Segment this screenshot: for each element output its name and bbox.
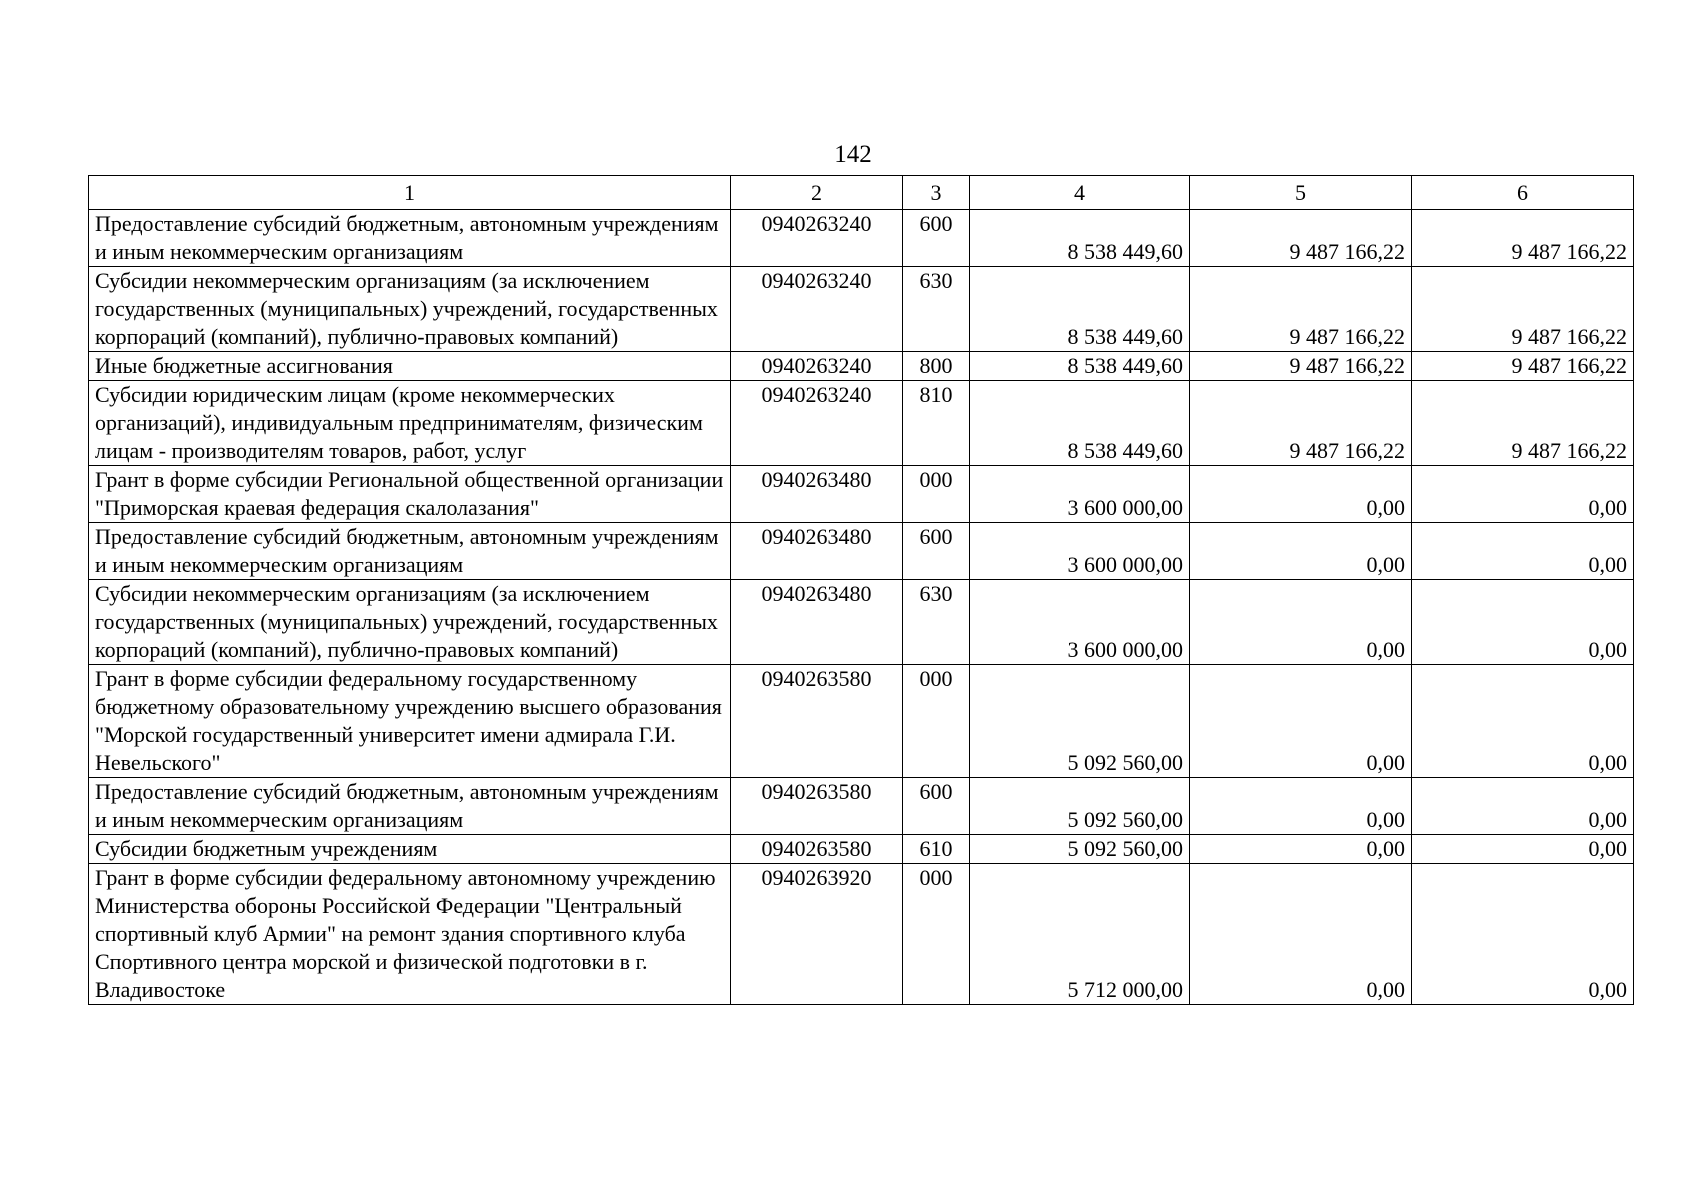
budget-table [88,175,1634,1005]
row-expense-type: 610 [903,835,970,864]
row-value-col4: 5 092 560,00 [970,778,1190,835]
row-value-col6: 0,00 [1412,864,1634,1005]
row-value-col6: 0,00 [1412,580,1634,665]
row-name: Грант в форме субсидии Региональной общественной организации "Приморская краевая федерация скалолазания" [89,466,731,523]
row-value-col6: 9 487 166,22 [1412,210,1634,267]
row-value-col6: 0,00 [1412,778,1634,835]
row-name: Предоставление субсидий бюджетным, автономным учреждениям и иным некоммерческим организациям [89,523,731,580]
row-value-col4: 8 538 449,60 [970,352,1190,381]
row-target-code: 0940263240 [731,352,903,381]
column-header-4: 4 [970,176,1190,210]
table-row [89,381,1634,466]
row-name: Предоставление субсидий бюджетным, автономным учреждениям и иным некоммерческим организациям [89,210,731,267]
row-value-col5: 0,00 [1190,523,1412,580]
row-expense-type: 000 [903,864,970,1005]
row-target-code: 0940263480 [731,580,903,665]
row-target-code: 0940263240 [731,267,903,352]
row-expense-type: 630 [903,580,970,665]
row-value-col5: 0,00 [1190,466,1412,523]
table-row [89,523,1634,580]
row-target-code: 0940263240 [731,210,903,267]
table-row [89,466,1634,523]
row-value-col6: 9 487 166,22 [1412,267,1634,352]
row-target-code: 0940263580 [731,835,903,864]
row-value-col5: 0,00 [1190,665,1412,778]
row-expense-type: 630 [903,267,970,352]
page-number: 142 [834,141,872,168]
row-target-code: 0940263920 [731,864,903,1005]
row-expense-type: 600 [903,210,970,267]
row-value-col4: 3 600 000,00 [970,523,1190,580]
row-name: Предоставление субсидий бюджетным, автономным учреждениям и иным некоммерческим организациям [89,778,731,835]
row-value-col4: 8 538 449,60 [970,210,1190,267]
row-name: Субсидии некоммерческим организациям (за исключением государственных (муниципальных) учреждений, государственных корпораций (компаний), публично-правовых компаний) [89,267,731,352]
row-value-col5: 0,00 [1190,580,1412,665]
row-name: Субсидии некоммерческим организациям (за исключением государственных (муниципальных) учреждений, государственных корпораций (компаний), публично-правовых компаний) [89,580,731,665]
row-value-col6: 0,00 [1412,665,1634,778]
table-row [89,665,1634,778]
row-expense-type: 000 [903,665,970,778]
row-name: Грант в форме субсидии федеральному автономному учреждению Министерства обороны Российской Федерации "Центральный спортивный клуб Армии" на ремонт здания спортивного клуба Спортивного центра морской и физической подготовки в г. Владивостоке [89,864,731,1005]
row-value-col5: 9 487 166,22 [1190,381,1412,466]
table-row [89,352,1634,381]
table-row [89,267,1634,352]
row-expense-type: 810 [903,381,970,466]
row-target-code: 0940263580 [731,778,903,835]
row-name: Субсидии юридическим лицам (кроме некоммерческих организаций), индивидуальным предпринимателям, физическим лицам - производителям товаров, работ, услуг [89,381,731,466]
row-name: Субсидии бюджетным учреждениям [89,835,731,864]
row-target-code: 0940263580 [731,665,903,778]
row-value-col6: 9 487 166,22 [1412,352,1634,381]
row-value-col6: 0,00 [1412,523,1634,580]
row-value-col4: 3 600 000,00 [970,580,1190,665]
column-header-5: 5 [1190,176,1412,210]
table-row [89,580,1634,665]
column-header-6: 6 [1412,176,1634,210]
row-value-col4: 5 712 000,00 [970,864,1190,1005]
table-row [89,210,1634,267]
row-value-col4: 3 600 000,00 [970,466,1190,523]
row-target-code: 0940263240 [731,381,903,466]
row-value-col5: 0,00 [1190,778,1412,835]
column-header-2: 2 [731,176,903,210]
row-name: Грант в форме субсидии федеральному государственному бюджетному образовательному учреждению высшего образования "Морской государственный университет имени адмирала Г.И. Невельского" [89,665,731,778]
row-value-col5: 9 487 166,22 [1190,210,1412,267]
table-row [89,778,1634,835]
row-value-col4: 8 538 449,60 [970,381,1190,466]
row-expense-type: 800 [903,352,970,381]
row-expense-type: 600 [903,778,970,835]
row-value-col5: 9 487 166,22 [1190,352,1412,381]
row-expense-type: 000 [903,466,970,523]
row-value-col4: 5 092 560,00 [970,665,1190,778]
column-header-1: 1 [89,176,731,210]
row-value-col6: 0,00 [1412,466,1634,523]
table-row [89,835,1634,864]
row-value-col4: 8 538 449,60 [970,267,1190,352]
row-target-code: 0940263480 [731,466,903,523]
row-value-col5: 0,00 [1190,864,1412,1005]
table-row [89,864,1634,1005]
column-header-3: 3 [903,176,970,210]
table-header-row [89,176,1634,210]
row-name: Иные бюджетные ассигнования [89,352,731,381]
row-value-col5: 9 487 166,22 [1190,267,1412,352]
row-target-code: 0940263480 [731,523,903,580]
row-value-col6: 9 487 166,22 [1412,381,1634,466]
row-value-col6: 0,00 [1412,835,1634,864]
row-value-col4: 5 092 560,00 [970,835,1190,864]
row-expense-type: 600 [903,523,970,580]
row-value-col5: 0,00 [1190,835,1412,864]
